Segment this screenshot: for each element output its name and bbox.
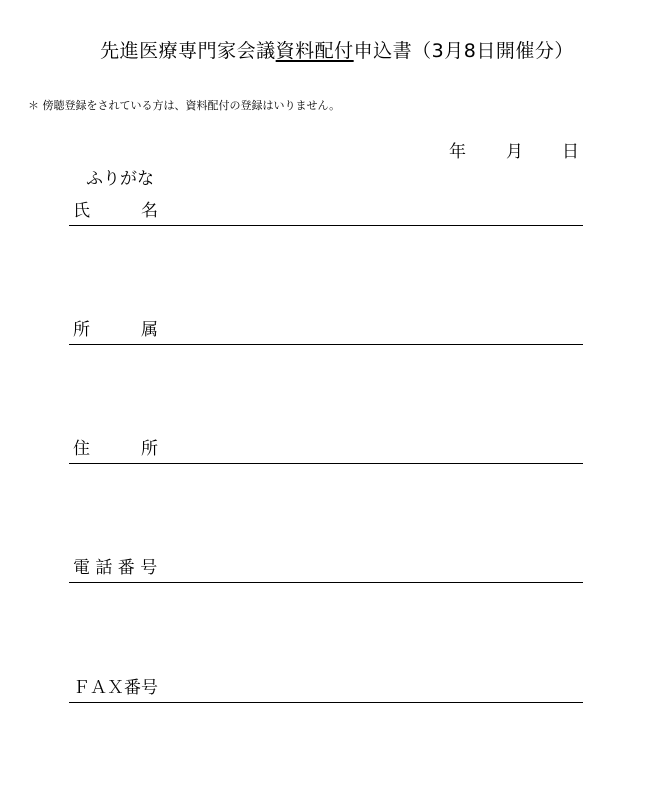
title-suffix: 申込書（3月8日開催分） <box>353 40 574 62</box>
phone-label: 電 話 番 号 <box>73 558 158 578</box>
name-field[interactable] <box>69 201 583 226</box>
address-field[interactable] <box>69 439 583 464</box>
registration-note: ＊ 傍聴登録をされている方は、資料配付の登録はいりません。 <box>28 99 341 112</box>
fax-label: ＦＡＸ番号 <box>73 678 158 698</box>
address-label: 住 所 <box>73 439 158 459</box>
name-label: 氏 名 <box>73 201 158 221</box>
form-title <box>0 36 660 63</box>
date-month-label: 月 <box>506 142 523 162</box>
furigana-label: ふりがな <box>86 169 154 189</box>
date-day-label: 日 <box>562 142 579 162</box>
title-underlined: 資料配付 <box>275 40 354 62</box>
affiliation-label: 所 属 <box>73 320 158 340</box>
date-year-label: 年 <box>449 142 466 162</box>
title-main: 先進医療専門家会議 <box>100 40 276 62</box>
affiliation-field[interactable] <box>69 320 583 345</box>
phone-field[interactable] <box>69 558 583 583</box>
fax-field[interactable] <box>69 678 583 703</box>
